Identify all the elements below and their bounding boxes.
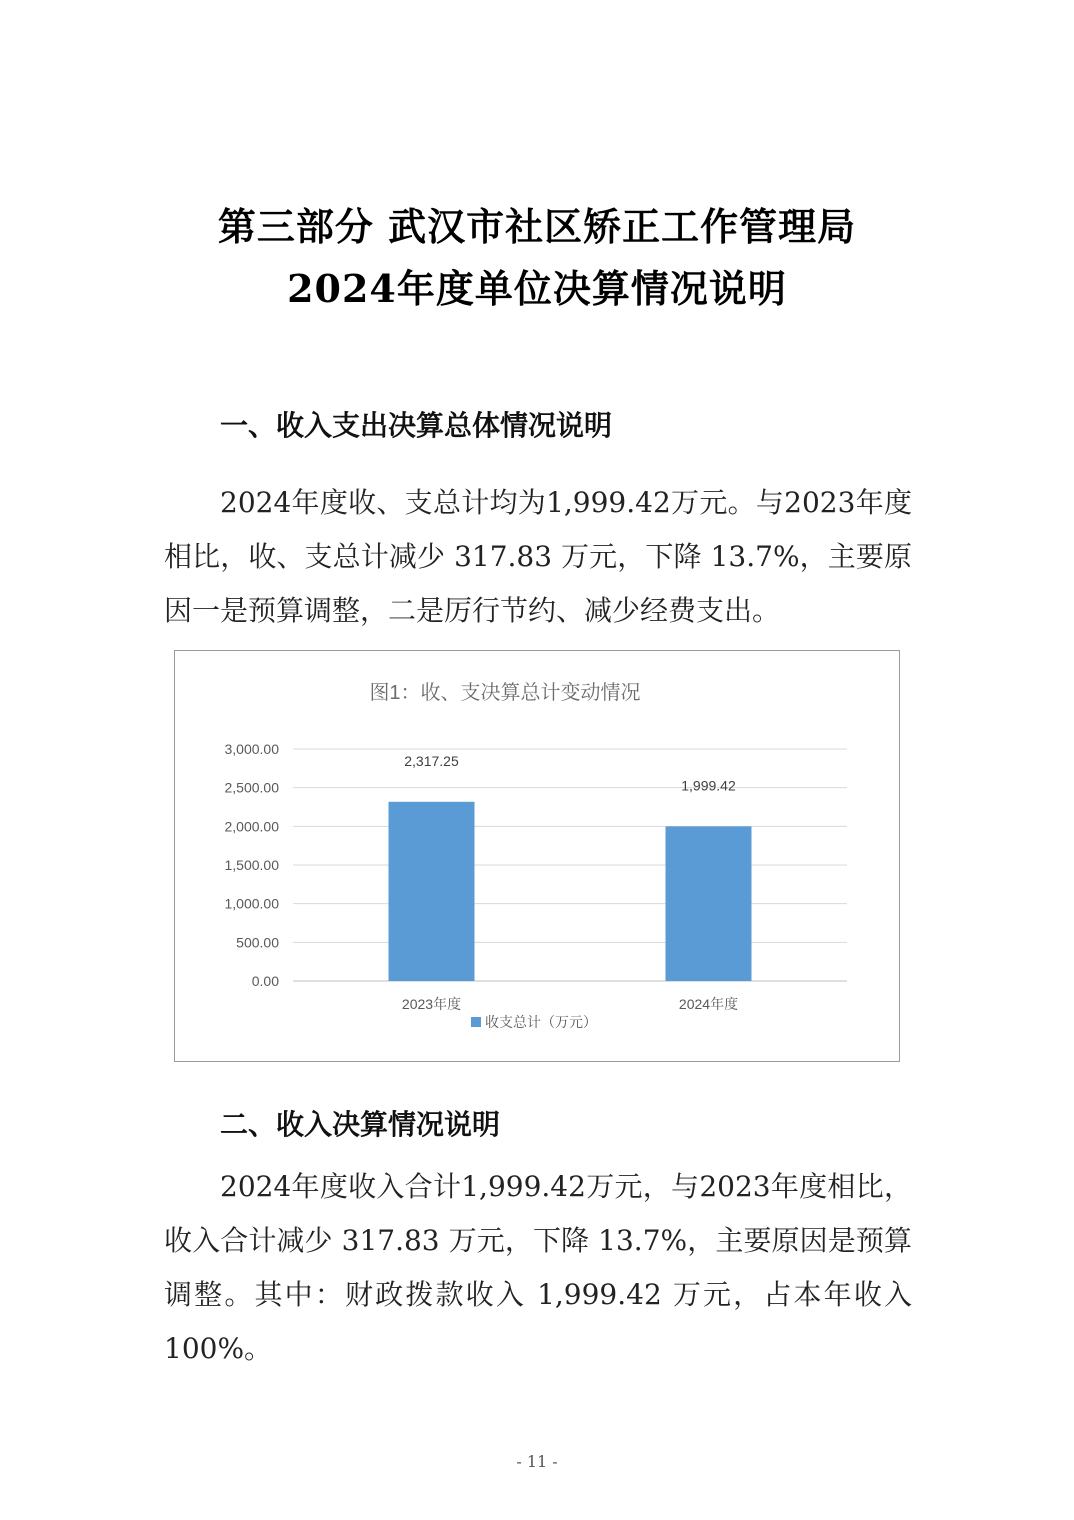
section1-heading: 一、收入支出决算总体情况说明 bbox=[220, 409, 613, 442]
y-tick-label: 1,500.00 bbox=[224, 857, 279, 873]
section2-paragraph: 2024年度收入合计1,999.42万元，与2023年度相比，收入合计减少 317.83 万元，下降 13.7%，主要原因是预算调整。其中：财政拨款收入 1,999.42 万元，占本年收入100%。 bbox=[164, 1170, 912, 1365]
section1-paragraph: 2024年度收、支总计均为1,999.42万元。与2023年度相比，收、支总计减少 317.83 万元，下降 13.7%，主要原因一是预算调整，二是厉行节约、减少经费支出。 bbox=[164, 486, 912, 627]
y-tick-label: 0.00 bbox=[251, 973, 279, 989]
legend-label: 收支总计（万元） bbox=[485, 1014, 597, 1030]
y-tick-label: 2,000.00 bbox=[224, 818, 279, 835]
y-tick-label: 3,000.00 bbox=[224, 741, 279, 757]
section2-heading: 二、收入决算情况说明 bbox=[220, 1108, 501, 1141]
chart-frame bbox=[174, 650, 900, 1062]
y-tick-label: 2,500.00 bbox=[224, 779, 279, 796]
y-tick-label: 1,000.00 bbox=[224, 895, 279, 912]
legend-swatch bbox=[471, 1017, 481, 1027]
page-title-line2: 2024年度单位决算情况说明 bbox=[287, 266, 787, 311]
y-tick-label: 500.00 bbox=[236, 934, 279, 951]
x-tick-label: 2023年度 bbox=[401, 996, 462, 1012]
bar-2024年度 bbox=[666, 826, 752, 981]
chart-title: 图1：收、支决算总计变动情况 bbox=[369, 682, 641, 704]
data-label: 2,317.25 bbox=[404, 752, 459, 769]
data-label: 1,999.42 bbox=[681, 777, 736, 794]
page-number: - 11 - bbox=[516, 1452, 558, 1471]
bar-2023年度 bbox=[389, 802, 475, 981]
page-title-line1: 第三部分 武汉市社区矫正工作管理局 bbox=[217, 204, 857, 249]
bar-chart bbox=[175, 651, 899, 1061]
x-tick-label: 2024年度 bbox=[678, 996, 739, 1012]
